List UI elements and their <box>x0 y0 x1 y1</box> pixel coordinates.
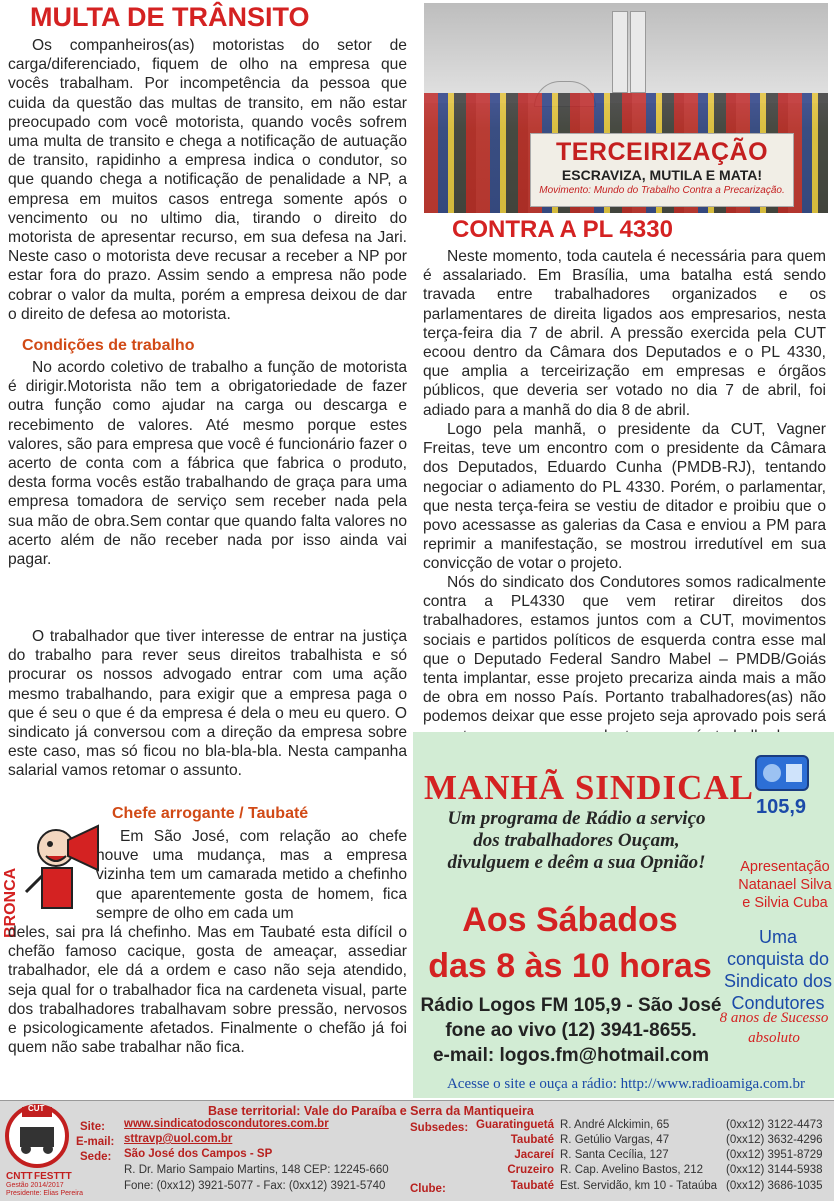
union-logo <box>4 1103 84 1199</box>
radio-day: Aos Sábados <box>462 901 678 939</box>
radio-email: e-mail: logos.fm@hotmail.com <box>432 1045 710 1066</box>
bronca-illustration <box>2 818 104 938</box>
subsedes-label: Subsedes: <box>410 1122 469 1134</box>
article-title-multa: MULTA DE TRÂNSITO <box>30 2 310 32</box>
paragraph-justica: O trabalhador que tiver interesse de entrar na justiça do trabalho para rever seus direitos trabalhista e só procurar os nossos advogado entrar com uma ação mesmo trabalhando, para exigir que a empresa paga o que é seu o que é da empresa é dela o meu eu quero. O sindicato já conversou com a direção da empresa sobre este caso, mas só ficou no bla-bla-bla. Nesta campanha salarial vamos retomar o assunto. <box>8 628 407 780</box>
president-label: Presidente: Elias Pereira <box>6 1190 84 1197</box>
festtt-logo: FESTTT <box>34 1171 72 1182</box>
radio-hours: das 8 às 10 horas <box>428 947 712 985</box>
banner-sub: ESCRAVIZA, MUTILA E MATA! <box>561 167 763 183</box>
radio-frequency-badge: 105,9 <box>756 796 807 818</box>
radio-access-link[interactable]: Acesse o site e ouça a rádio: http://www.radioamiga.com.br <box>446 1076 806 1092</box>
email-label: E-mail: <box>76 1136 115 1148</box>
branch-city: Guaratinguetá <box>476 1119 554 1131</box>
branch-phone: (0xx12) 3686-1035 <box>726 1180 823 1192</box>
protest-photo <box>424 3 828 213</box>
sede-phones: Fone: (0xx12) 3921-5077 - Fax: (0xx12) 3921-5740 <box>124 1180 386 1192</box>
footer-heading: Base territorial: Vale do Paraíba e Serra da Mantiqueira <box>208 1104 534 1118</box>
congress-tower <box>612 11 628 93</box>
paragraph-pl-1: Neste momento, toda cautela é necessária para quem é assalariado. Em Brasília, uma batalha está sendo travada entre trabalhadores organizados e os parlamentares de direita ligados aos empresarios, nesta terça-feira dia 7 de abril. A pressão exercida pela CUT ecoou dentro da Câmara dos Deputados e o PL 4330, que amplia a terceirização em empresas e órgãos públicos, que deveria ser votado no dia 7 de abril, foi adiado para a manhã do dia 8 de abril. <box>423 248 826 419</box>
branch-phone: (0xx12) 3632-4296 <box>726 1134 823 1146</box>
radio-conquest: Uma conquista do Sindicato dos Condutores <box>723 927 833 1013</box>
cntt-logo: CNTT <box>6 1171 33 1182</box>
banner-foot: Movimento: Mundo do Trabalho Contra a Precarização. <box>539 185 785 196</box>
radio-presenters: Apresentação Natanael Silva e Silvia Cuba <box>738 859 832 911</box>
sede-label: Sede: <box>80 1151 112 1163</box>
branch-address: R. Santa Cecília, 127 <box>560 1149 669 1161</box>
paragraph-pl-3: Nós do sindicato dos Condutores somos radicalmente contra a PL4330 que vem retirar direitos dos trabalhadores, estamos juntos com a CUT, movimentos sociais e partidos políticos de esquerda contra esse mal que o Deputado Federal Sandro Mabel – PMDB/Goiás tenta implantar, esse projeto precariza ainda mais a mão de obra em nosso País. Portanto trabalhadores(as) não podemos deixar que esse projeto seja aprovado pois será <box>423 574 826 726</box>
radio-title: MANHÃ SINDICAL <box>424 768 754 807</box>
paragraph-chefe-a: Em São José, com relação ao chefe houve uma mudança, mas a empresa vizinha tem um camarada metido a chefinho que aparentemente gosta de homem, fica sempre de olho em cada um <box>96 828 407 922</box>
gestao-label: Gestão 2014/2017 <box>6 1182 64 1189</box>
paragraph-pl-2: Logo pela manhã, o presidente da CUT, Vagner Freitas, teve um encontro com o presidente da Câmara dos Deputados, Eduardo Cunha (PMDB-RJ), tentando negociar o adiamento do PL 4330. Porém, o parlamentar, que nesta terça-feira se vestiu de ditador e proibiu que o povo acessasse as galerias da Casa e enviou a PM para reprimir a manifestação, se mostrou irredutível em sua convicção de votar o projeto. <box>423 421 826 573</box>
site-label: Site: <box>80 1121 105 1133</box>
subheading-chefe: Chefe arrogante / Taubaté <box>112 805 309 822</box>
branch-address: Est. Servidão, km 10 - Tataúba <box>560 1180 718 1192</box>
radio-phone: fone ao vivo (12) 3941-8655. <box>445 1020 697 1041</box>
branch-phone: (0xx12) 3951-8729 <box>726 1149 823 1161</box>
site-link[interactable]: www.sindicatodoscondutores.com.br <box>124 1118 329 1130</box>
megaphone-icon <box>12 818 104 938</box>
radio-years: 8 anos de Sucesso absoluto <box>719 1010 829 1046</box>
branch-phone: (0xx12) 3122-4473 <box>726 1119 823 1131</box>
radio-slogan: Um programa de Rádio a serviço dos trabalhadores Ouçam, divulguem e deêm a sua Opnião! <box>447 808 706 873</box>
branch-address: R. André Alckimin, 65 <box>560 1119 670 1131</box>
sede-city: São José dos Campos - SP <box>124 1148 273 1160</box>
article-intro: Os companheiros(as) motoristas do setor de carga/diferenciado, fiquem de olho na empresa que vocês trabalham. Por incompetência da pessoa que cuida da questão das multas de transito, em não estar preocupado com você motorista, quando vocês sofrem uma multa de transito e chega a notificação de autuação de transito, rapidinho a empresa indica o condutor, so que quando chega a notificação de penalidade a NP, a empresa em muitos casos entrega somente após o vencimento ou no ultimo dia, tirando o direito do motorista de apresentar recurso, em sua defesa na Jari. Neste caso o motorista deve recusar a receber a NP por estar fora do prazo. Assim sendo a empresa não pode cobrar o valor da multa, porém a empresa deixou de dar o direito de defesa ao motorista. <box>8 37 407 323</box>
sede-address: R. Dr. Mario Sampaio Martins, 148 CEP: 12245-660 <box>124 1164 389 1176</box>
article-title-pl: CONTRA A PL 4330 <box>452 216 673 243</box>
cut-label: CUT <box>28 1104 45 1113</box>
branch-city: Cruzeiro <box>507 1164 554 1176</box>
union-seal-icon <box>4 1103 70 1173</box>
branch-city: Taubaté <box>510 1134 554 1146</box>
clube-label: Clube: <box>410 1183 446 1195</box>
subheading-condicoes: Condições de trabalho <box>22 337 195 354</box>
branch-address: R. Getúlio Vargas, 47 <box>560 1134 670 1146</box>
email-link[interactable]: sttravp@uol.com.br <box>124 1133 233 1145</box>
paragraph-chefe-b: deles, sai pra lá chefinho. Mas em Taubaté esta difícil o chefão famoso cacique, gosta de ameaçar, assediar trabalhador, ele dá a ordem e caso não seja atendido, seja qual for o trabalhador fica na cardeneta visual, parte dos trabalhadores trabalhavam sobre pressão, nervosos e psicologicamente afetados. Finalmente o chefão já foi quem não sabe trabalhar não fica. <box>8 924 407 1057</box>
congress-tower <box>630 11 646 93</box>
banner-main: TERCEIRIZAÇÃO <box>555 138 769 166</box>
paragraph-condicoes: No acordo coletivo de trabalho a função de motorista é dirigir.Motorista não tem a obrigatoriedade de fazer outra função como ajudar na carga ou descarga e recebimento de valores. Até mesmo porque estes valores, são para empresa que você é funcionário fazer o acerto de conta com a fábrica que fabrica o produto, desta forma vocês estão trabalhando de graça para uma empresa tomadora de serviço sem receber nada pela sua mão de obra.Sem contar que quando falta valores no acerto além de não receber nada por isso ainda vai pagar. <box>8 359 407 569</box>
protest-banner <box>530 133 794 207</box>
branch-address: R. Cap. Avelino Bastos, 212 <box>560 1164 703 1176</box>
radio-icon <box>750 750 816 796</box>
branch-city: Taubaté <box>510 1180 554 1192</box>
branch-city: Jacareí <box>514 1149 554 1161</box>
branch-phone: (0xx12) 3144-5938 <box>726 1164 823 1176</box>
radio-station: Rádio Logos FM 105,9 - São José <box>420 995 722 1016</box>
bronca-label: BRONCA <box>2 867 19 938</box>
